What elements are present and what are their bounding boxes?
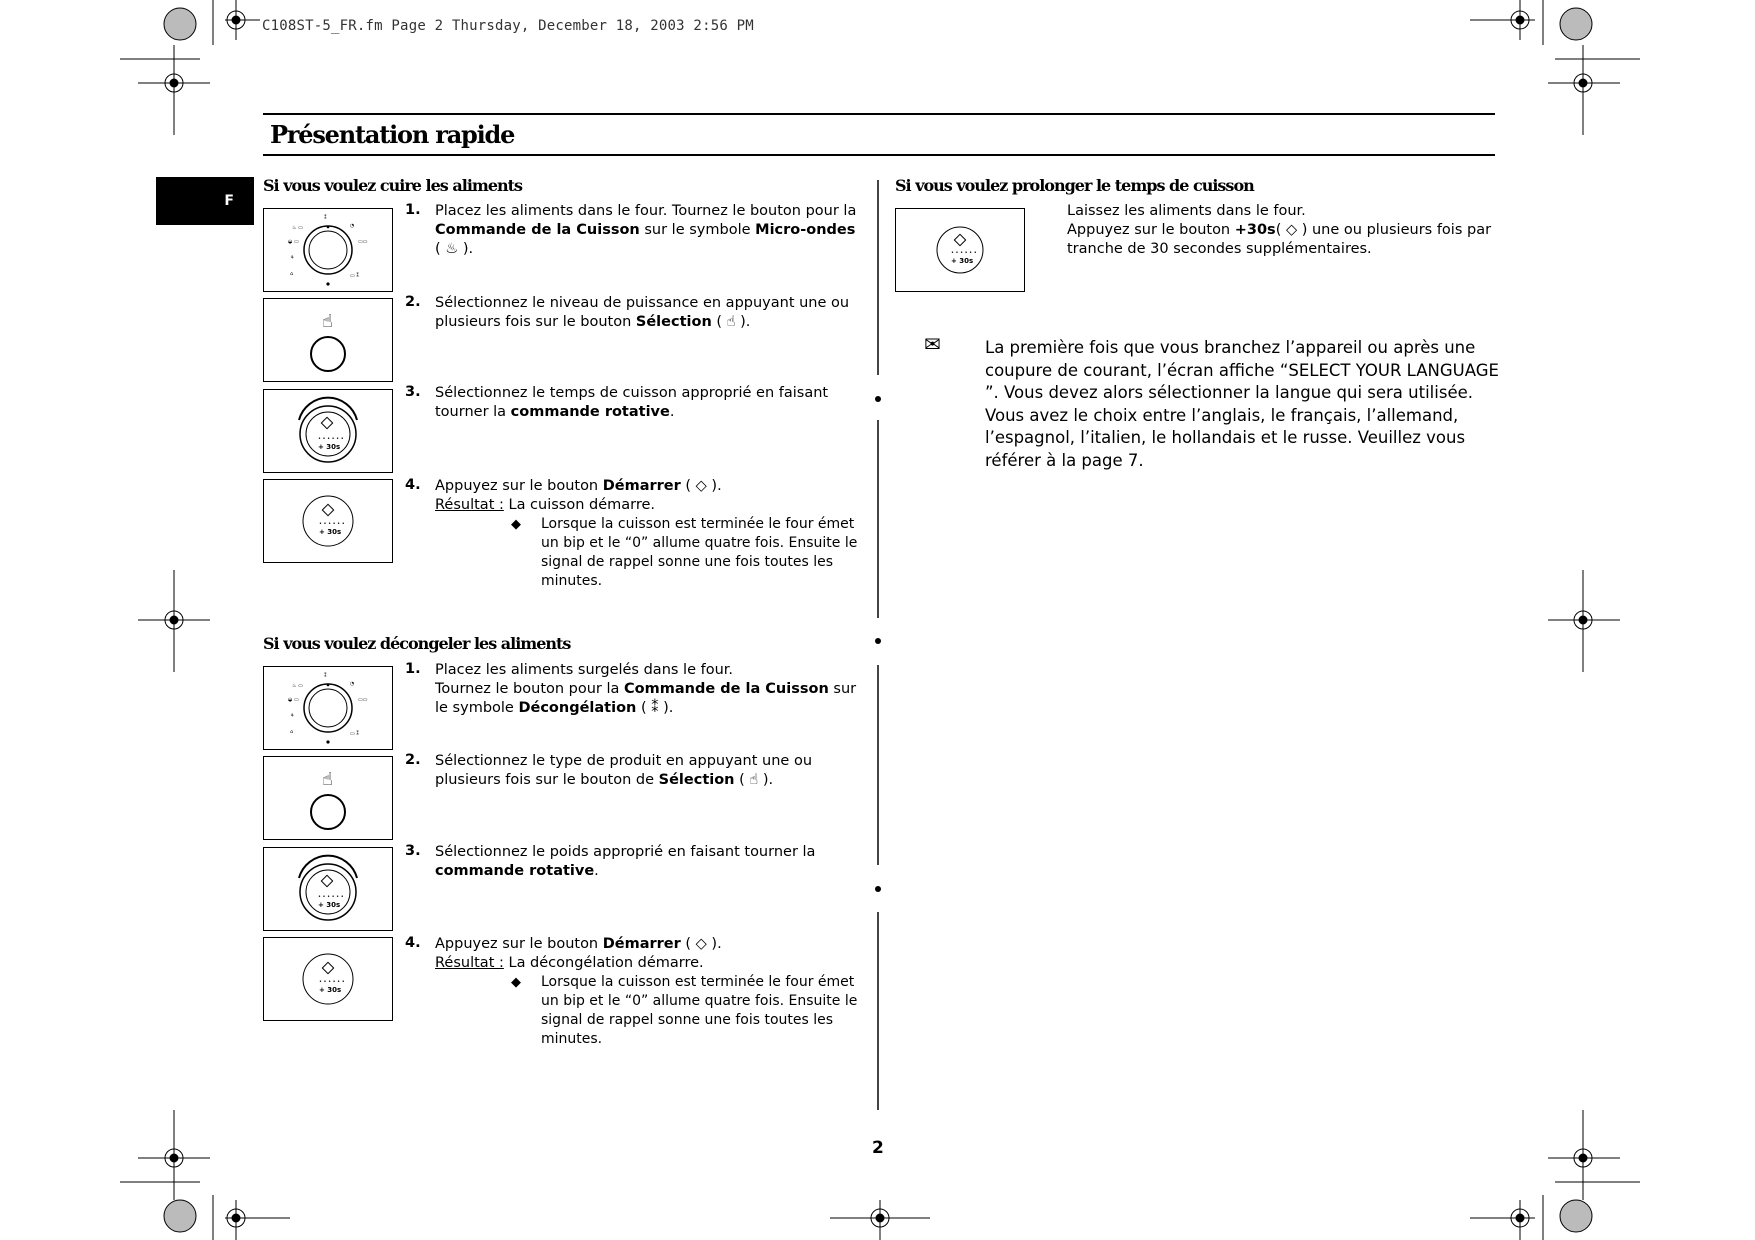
svg-text:◔: ◔ [350, 223, 355, 229]
cook-step-3-text: Sélectionnez le temps de cuisson approprié en faisant tourner la commande rotative. [435, 385, 829, 420]
step-number: 3. [405, 843, 421, 859]
bullet-icon: ◆ [511, 975, 521, 990]
cook-step-2-text: Sélectionnez le niveau de puissance en appuyant une ou plusieurs fois sur le bouton Sélection ( ☝ ). [435, 295, 850, 330]
defrost-step-2-text: Sélectionnez le type de produit en appuyant une ou plusieurs fois sur le bouton de Sélection ( ☝ ). [435, 753, 813, 788]
extend-text: Laissez les aliments dans le four. Appuyez sur le bouton +30s( ◇ ) une ou plusieurs fois par tranche de 30 secondes supplémentaires. [1067, 203, 1492, 257]
select-button-illustration [263, 298, 393, 382]
start-diamond-icon [322, 962, 333, 973]
page-number: 2 [872, 1138, 884, 1158]
dial-illustration [263, 208, 393, 292]
step-number: 2. [405, 752, 421, 768]
svg-text:+ 30s: + 30s [319, 986, 342, 994]
svg-text:+ 30s: + 30s [318, 443, 341, 451]
cook-step-4-text: Appuyez sur le bouton Démarrer ( ◇ ). [435, 478, 722, 494]
svg-text:⌂: ⌂ [290, 729, 294, 735]
page-title: Présentation rapide [270, 120, 515, 149]
start-diamond-icon [322, 504, 333, 515]
title-rule-bottom [263, 154, 1495, 156]
bullet-icon: ◆ [511, 517, 521, 532]
start-diamond-icon [954, 234, 965, 245]
svg-text:⌂: ⌂ [290, 271, 294, 277]
svg-text:• • • • • •: • • • • • • [319, 979, 345, 985]
rotary-illustration [263, 389, 393, 473]
svg-text:▭▭: ▭▭ [358, 239, 368, 245]
column-divider [877, 180, 879, 375]
svg-text:▭ ⁑: ▭ ⁑ [350, 731, 359, 737]
title-rule-top [263, 113, 1495, 115]
svg-text:◔: ◔ [350, 681, 355, 687]
step-number: 2. [405, 294, 421, 310]
result-line: Résultat : La décongélation démarre. [435, 955, 704, 971]
cook-bullet-text: Lorsque la cuisson est terminée le four émet un bip et le “0” allume quatre fois. Ensuite le signal de rappel sonne une fois toutes les minutes. [541, 516, 858, 589]
step-number: 4. [405, 935, 421, 951]
svg-text:• • • • • •: • • • • • • [951, 250, 977, 256]
envelope-icon: ✉ [924, 332, 941, 356]
cooking-dial-icon [264, 209, 392, 291]
file-header: C108ST-5_FR.fm Page 2 Thursday, December 18, 2003 2:56 PM [262, 18, 754, 34]
svg-text:◒ ▭: ◒ ▭ [288, 697, 299, 703]
column-divider [877, 665, 879, 865]
hand-pointer-icon: ☝ [322, 769, 333, 790]
svg-text:⁑: ⁑ [324, 673, 327, 679]
svg-text:♨ ▭: ♨ ▭ [292, 225, 303, 231]
start-button-illustration [263, 937, 393, 1021]
language-tab-label: F [224, 193, 234, 209]
divider-dot [875, 396, 881, 402]
language-tab [156, 177, 254, 225]
svg-text:+ 30s: + 30s [318, 901, 341, 909]
svg-text:⁑: ⁑ [324, 215, 327, 221]
step-number: 1. [405, 202, 421, 218]
defrost-bullet-text: Lorsque la cuisson est terminée le four émet un bip et le “0” allume quatre fois. Ensuite le signal de rappel sonne une fois toutes les minutes. [541, 974, 858, 1047]
note-text: La première fois que vous branchez l’appareil ou après une coupure de courant, l’écran affiche “SELECT YOUR LANGUAGE ”. Vous devez alors sélectionner la langue qui sera utilisée. Vous avez le choix entre l’anglais, le français, l’allemand, l’espagnol, l’italien, le hollandais et le russe. Veuillez vous référer à la page 7. [985, 338, 1499, 470]
svg-text:▭▭: ▭▭ [358, 697, 368, 703]
hand-pointer-icon: ☝ [322, 311, 333, 332]
step-number: 3. [405, 384, 421, 400]
cook-section-title: Si vous voulez cuire les aliments [263, 176, 523, 195]
svg-text:• • • • • •: • • • • • • [318, 894, 344, 900]
start-diamond-icon [321, 417, 332, 428]
cook-step-1-text: Placez les aliments dans le four. Tournez le bouton pour la Commande de la Cuisson sur le symbole Micro-ondes ( ♨ ). [435, 203, 857, 257]
cooking-dial-icon [264, 667, 392, 749]
extend-section-title: Si vous voulez prolonger le temps de cuisson [895, 176, 1254, 195]
defrost-step-1-text: Placez les aliments surgelés dans le four. Tournez le bouton pour la Commande de la Cuisson sur le symbole Décongélation ( ⁑ ). [435, 662, 857, 716]
select-button-illustration [263, 756, 393, 840]
start-button-illustration [263, 479, 393, 563]
svg-text:♨ ▭: ♨ ▭ [292, 683, 303, 689]
svg-text:⚘: ⚘ [290, 255, 295, 261]
column-divider [877, 912, 879, 1110]
defrost-step-4-text: Appuyez sur le bouton Démarrer ( ◇ ). [435, 936, 722, 952]
svg-text:+ 30s: + 30s [319, 528, 342, 536]
plus30s-button-illustration [895, 208, 1025, 292]
start-diamond-icon [321, 875, 332, 886]
svg-text:▭ ⁑: ▭ ⁑ [350, 273, 359, 279]
result-line: Résultat : La cuisson démarre. [435, 497, 656, 513]
divider-dot [875, 638, 881, 644]
svg-text:⚘: ⚘ [290, 713, 295, 719]
rotary-illustration [263, 847, 393, 931]
defrost-step-3-text: Sélectionnez le poids approprié en faisant tourner la commande rotative. [435, 844, 816, 879]
svg-text:◒ ▭: ◒ ▭ [288, 239, 299, 245]
column-divider [877, 420, 879, 618]
svg-text:• • • • • •: • • • • • • [318, 436, 344, 442]
defrost-section-title: Si vous voulez décongeler les aliments [263, 634, 571, 653]
divider-dot [875, 886, 881, 892]
svg-text:+ 30s: + 30s [951, 257, 974, 265]
step-number: 1. [405, 661, 421, 677]
dial-illustration [263, 666, 393, 750]
step-number: 4. [405, 477, 421, 493]
svg-text:• • • • • •: • • • • • • [319, 521, 345, 527]
